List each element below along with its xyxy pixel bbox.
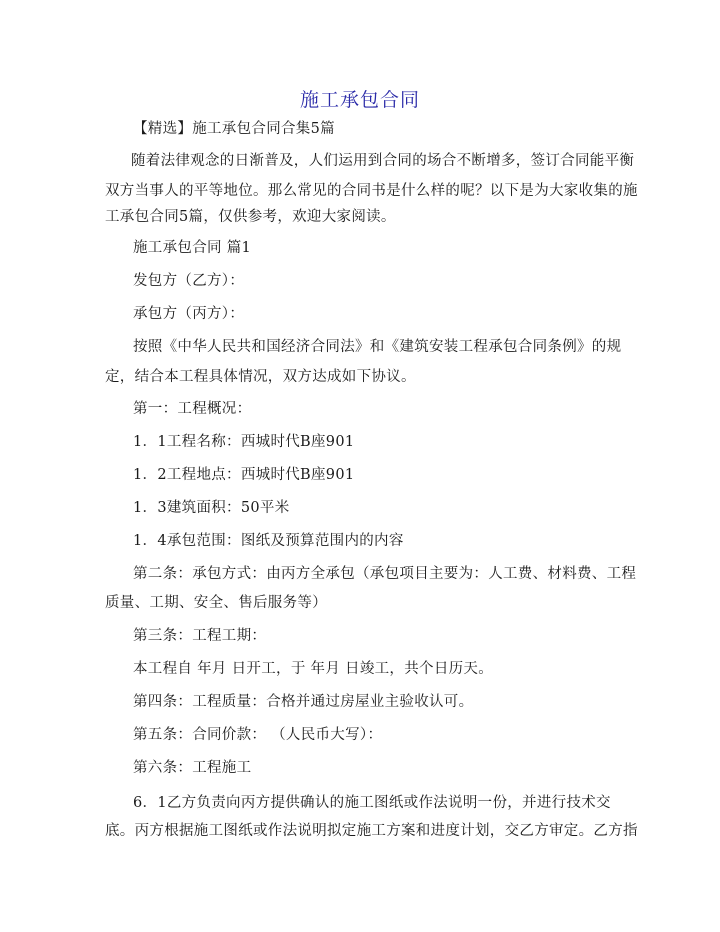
intro-line-2: 双方当事人的平等地位。那么常见的合同书是什么样的呢？以下是为大家收集的施 [105, 183, 638, 199]
item-1-3: 1．3建筑面积：50平米 [133, 500, 290, 516]
item-6-1-line-2: 底。丙方根据施工图纸或作法说明拟定施工方案和进度计划，交乙方审定。乙方指 [105, 823, 638, 839]
article-4-line: 第四条：工程质量：合格并通过房屋业主验收认可。 [133, 694, 474, 710]
intro-line-1: 随着法律观念的日渐普及，人们运用到合同的场合不断增多，签订合同能平衡 [131, 153, 635, 169]
item-1-2: 1．2工程地点：西城时代B座901 [133, 467, 355, 483]
article-6-heading: 第六条：工程施工 [133, 760, 252, 776]
article-2-line-2: 质量、工期、安全、售后服务等） [105, 595, 327, 611]
basis-line-2: 定，结合本工程具体情况，双方达成如下协议。 [105, 369, 416, 385]
item-1-4: 1．4承包范围：图纸及预算范围内的内容 [133, 533, 404, 549]
intro-line-3: 工承包合同5篇，仅供参考，欢迎大家阅读。 [105, 209, 396, 225]
article-5-line: 第五条：合同价款： （人民币大写）： [133, 727, 383, 743]
article-1-heading: 第一：工程概况： [133, 401, 252, 417]
item-1-1: 1．1工程名称：西城时代B座901 [133, 434, 355, 450]
period-line: 本工程自 年月 日开工，于 年月 日竣工，共个日历天。 [133, 661, 494, 677]
article-3-heading: 第三条：工程工期： [133, 628, 267, 644]
document-title: 施工承包合同 [299, 89, 420, 111]
basis-line-1: 按照《中华人民共和国经济合同法》和《建筑安装工程承包合同条例》的规 [133, 339, 622, 355]
party-a-line: 发包方（乙方）： [133, 273, 245, 289]
party-b-line: 承包方（丙方）： [133, 306, 245, 322]
item-6-1-line-1: 6．1乙方负责向丙方提供确认的施工图纸或作法说明一份，并进行技术交 [133, 795, 611, 811]
section-title: 施工承包合同 篇1 [133, 240, 252, 256]
document-subtitle: 【精选】施工承包合同合集5篇 [133, 121, 335, 137]
article-2-line-1: 第二条：承包方式：由丙方全承包（承包项目主要为：人工费、材料费、工程 [133, 566, 637, 582]
